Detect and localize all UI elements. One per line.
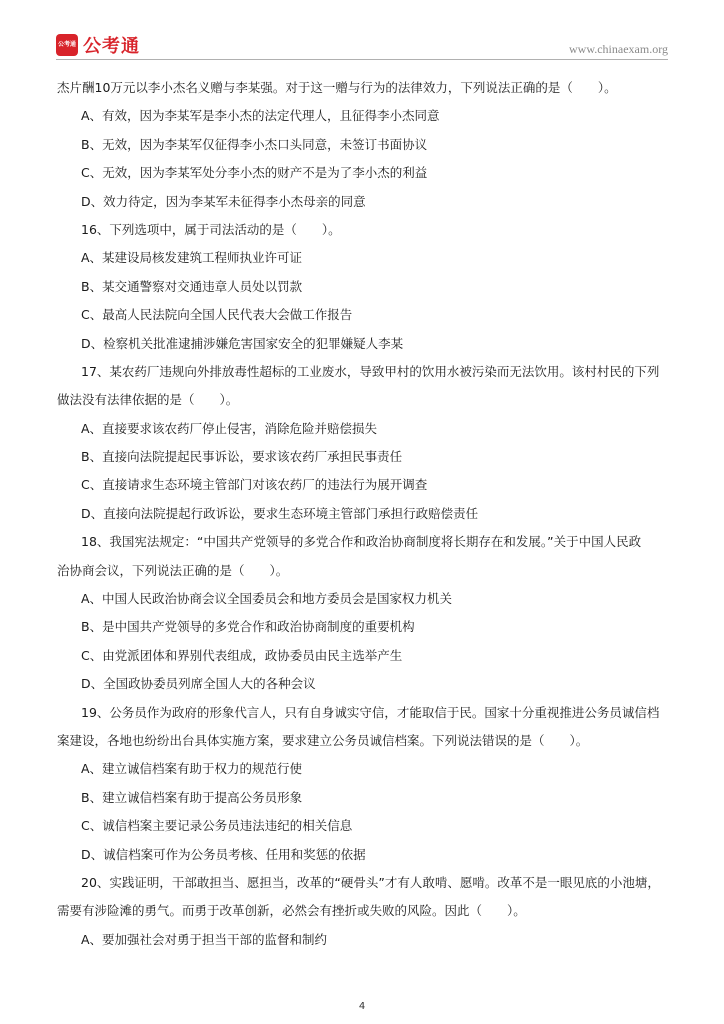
question-18-option-b: B、是中国共产党领导的多党合作和政治协商制度的重要机构 (81, 619, 415, 635)
question-18-option-c: C、由党派团体和界别代表组成，政协委员由民主选举产生 (81, 647, 403, 663)
question-16-option-b: B、某交通警察对交通违章人员处以罚款 (81, 278, 303, 294)
logo-badge: 公考通 (56, 34, 78, 56)
question-19-option-b: B、建立诚信档案有助于提高公务员形象 (81, 789, 303, 805)
question-15-stem-continued: 杰片酬10万元以李小杰名义赠与李某强。对于这一赠与行为的法律效力，下列说法正确的是（ ）。 (57, 80, 617, 95)
question-20-option-a: A、要加强社会对勇于担当干部的监督和制约 (81, 931, 328, 947)
question-19-stem-continued: 案建设，各地也纷纷出台具体实施方案，要求建立公务员诚信档案。下列说法错误的是（ ）。 (57, 732, 589, 748)
question-19-option-a: A、建立诚信档案有助于权力的规范行使 (81, 761, 303, 777)
header-divider (56, 59, 668, 60)
logo-text: 公考通 (83, 36, 140, 57)
question-17-stem-continued: 做法没有法律依据的是（ ）。 (57, 392, 239, 408)
question-18-option-a: A、中国人民政治协商会议全国委员会和地方委员会是国家权力机关 (81, 591, 453, 607)
page-number: 4 (358, 1001, 366, 1012)
question-18-stem: 18、我国宪法规定：“中国共产党领导的多党合作和政治协商制度将长期存在和发展。”关于中国人民政 (81, 534, 642, 550)
question-17-stem: 17、某农药厂违规向外排放毒性超标的工业废水，导致甲村的饮用水被污染而无法饮用。该村村民的下列 (81, 363, 660, 379)
question-15-option-a: A、有效，因为李某军是李小杰的法定代理人，且征得李小杰同意 (81, 108, 440, 124)
question-15-option-c: C、无效，因为李某军处分李小杰的财产不是为了李小杰的利益 (81, 165, 428, 181)
question-16-option-a: A、某建设局核发建筑工程师执业许可证 (81, 250, 303, 266)
site-url: www.chinaexam.org (569, 42, 668, 56)
question-19-option-c: C、诚信档案主要记录公务员违法违纪的相关信息 (81, 818, 353, 834)
question-18-stem-continued: 治协商会议，下列说法正确的是（ ）。 (57, 562, 289, 578)
question-15-option-d: D、效力待定，因为李某军未征得李小杰母亲的同意 (81, 193, 366, 209)
page-header (56, 30, 668, 60)
question-17-option-b: B、直接向法院提起民事诉讼，要求该农药厂承担民事责任 (81, 449, 403, 465)
question-15-option-b: B、无效，因为李某军仅征得李小杰口头同意，未签订书面协议 (81, 136, 428, 152)
document-body (57, 74, 667, 954)
question-19-stem: 19、公务员作为政府的形象代言人，只有自身诚实守信，才能取信于民。国家十分重视推进公务员诚信档 (81, 704, 660, 720)
question-20-stem: 20、实践证明，干部敢担当、愿担当，改革的“硬骨头”才有人敢啃、愿啃。改革不是一眼见底的小池塘， (81, 874, 660, 890)
question-17-option-c: C、直接请求生态环境主管部门对该农药厂的违法行为展开调查 (81, 477, 428, 493)
question-16-option-d: D、检察机关批准逮捕涉嫌危害国家安全的犯罪嫌疑人李某 (81, 335, 404, 351)
logo (56, 32, 140, 58)
question-20-stem-continued: 需要有涉险滩的勇气。而勇于改革创新，必然会有挫折或失败的风险。因此（ ）。 (57, 903, 526, 919)
question-18-option-d: D、全国政协委员列席全国人大的各种会议 (81, 676, 316, 692)
question-19-option-d: D、诚信档案可作为公务员考核、任用和奖惩的依据 (81, 846, 366, 862)
question-17-option-a: A、直接要求该农药厂停止侵害，消除危险并赔偿损失 (81, 420, 378, 436)
question-16-option-c: C、最高人民法院向全国人民代表大会做工作报告 (81, 307, 353, 323)
question-16-stem: 16、下列选项中，属于司法活动的是（ ）。 (81, 221, 341, 237)
question-17-option-d: D、直接向法院提起行政诉讼，要求生态环境主管部门承担行政赔偿责任 (81, 505, 479, 521)
